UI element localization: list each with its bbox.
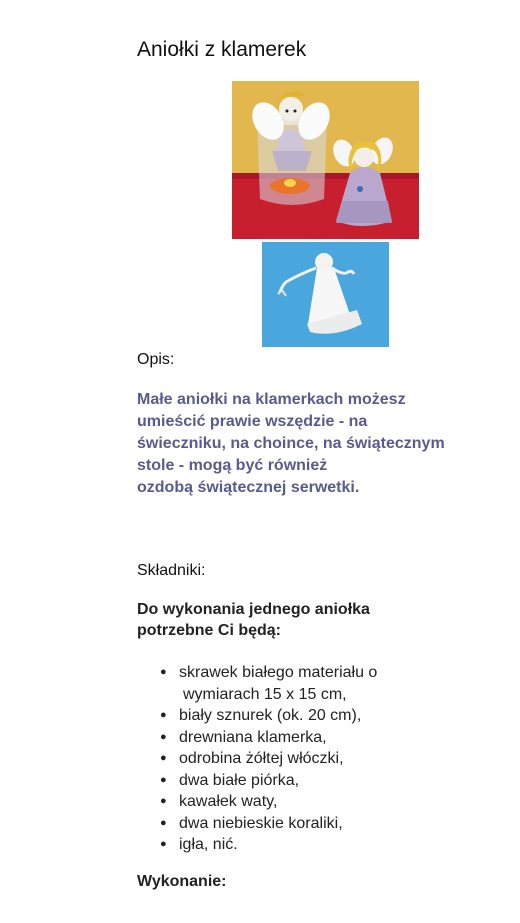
description-line: umieścić prawie wszędzie - na — [137, 413, 368, 430]
list-item-text: drewniana klamerka, — [179, 728, 327, 746]
list-item-text: skrawek białego materiału o — [179, 664, 378, 681]
list-item — [160, 662, 377, 705]
list-item — [160, 813, 377, 835]
list-item — [160, 705, 377, 727]
list-item — [160, 770, 377, 792]
description-heading: Opis: — [137, 351, 175, 368]
list-item-text: odrobina żółtej włóczki, — [179, 750, 344, 767]
bullet-icon: ● — [160, 730, 167, 743]
list-item-text-continued: wymiarach 15 x 15 cm, — [183, 685, 347, 703]
ingredients-intro-line: potrzebne Ci będą: — [137, 622, 282, 639]
list-item-text: dwa białe piórka, — [179, 771, 300, 789]
description-text — [137, 389, 507, 499]
page-title: Aniołki z klamerek — [137, 38, 307, 61]
list-item — [160, 834, 377, 856]
description-line: stole - mogą być również — [137, 457, 328, 474]
ingredients-heading: Składniki: — [137, 562, 206, 579]
angel-assembly-photo — [262, 242, 389, 347]
ingredients-intro — [137, 599, 437, 641]
bullet-icon: ● — [160, 666, 167, 678]
list-item-text: kawałek waty, — [179, 793, 278, 810]
ingredients-list — [160, 662, 377, 856]
angels-candle-photo — [232, 81, 419, 239]
description-line: świeczniku, na choince, na świątecznym — [137, 435, 445, 452]
instructions-heading: Wykonanie: — [137, 873, 227, 890]
ingredients-intro-line: Do wykonania jednego aniołka — [137, 601, 370, 618]
bullet-icon: ● — [160, 709, 167, 721]
bullet-icon: ● — [160, 752, 167, 764]
list-item-text: dwa niebieskie koraliki, — [179, 814, 343, 832]
list-item-text: biały sznurek (ok. 20 cm), — [179, 707, 362, 724]
bullet-icon: ● — [160, 816, 167, 829]
bullet-icon: ● — [160, 795, 167, 807]
bullet-icon: ● — [160, 838, 167, 850]
list-item — [160, 791, 377, 813]
bullet-icon: ● — [160, 773, 167, 786]
list-item-text: igła, nić. — [179, 836, 238, 853]
description-line: Małe aniołki na klamerkach możesz — [137, 391, 406, 408]
description-line: ozdobą świątecznej serwetki. — [137, 479, 360, 496]
list-item — [160, 748, 377, 770]
list-item — [160, 727, 377, 749]
